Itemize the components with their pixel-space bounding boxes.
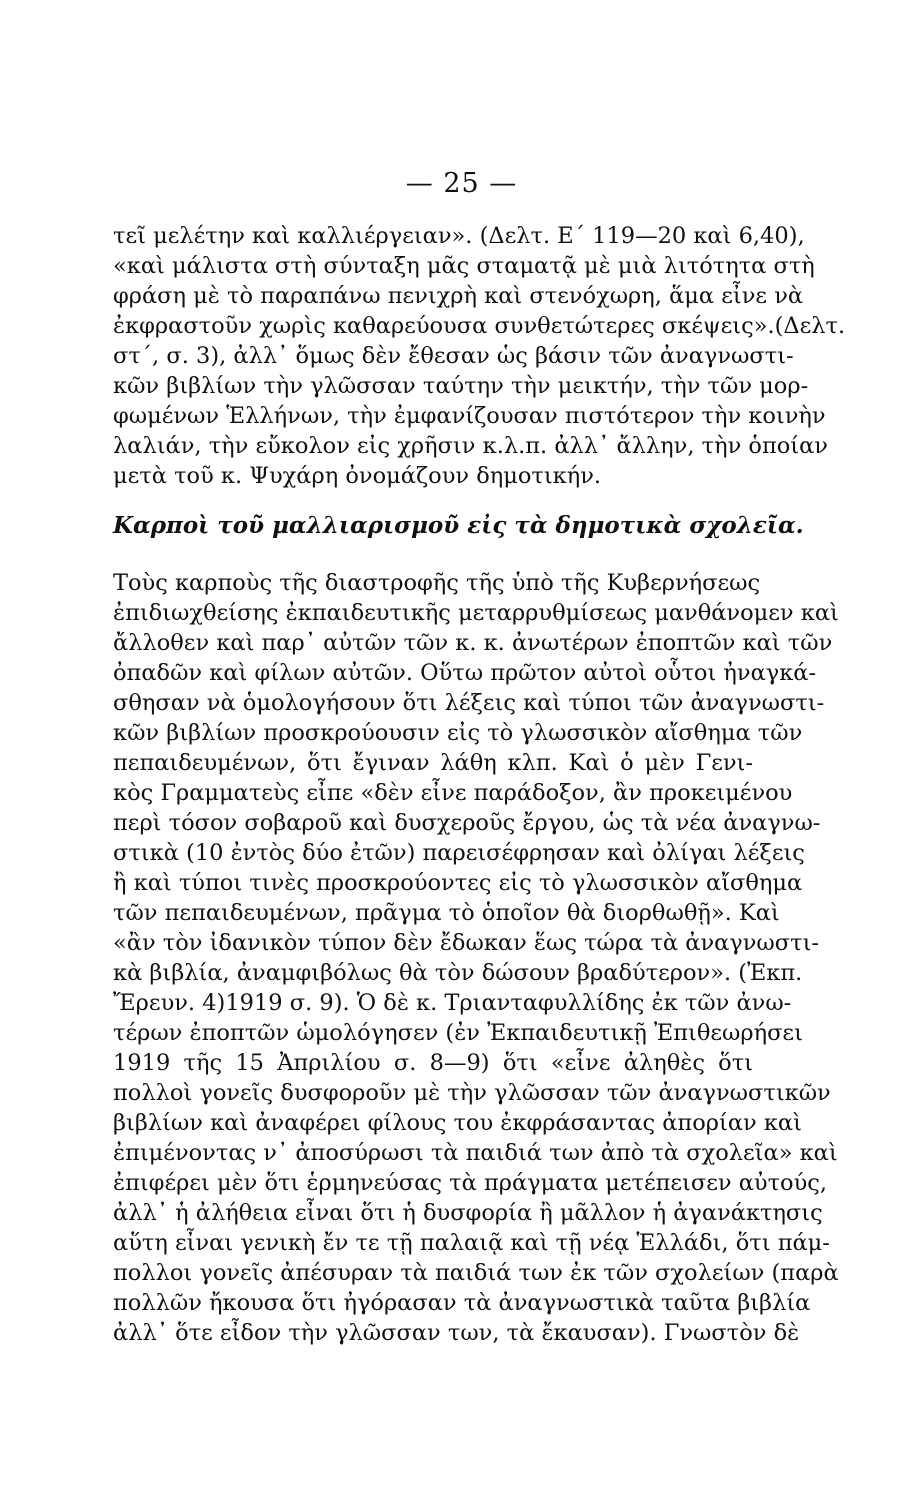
text-line: κῶν βιβλίων τὴν γλῶσσαν ταύτην τὴν μεικτήν, τὴν τῶν μορ-: [113, 373, 809, 399]
page-number: — 25 —: [405, 168, 518, 199]
text-line: ὀπαδῶν καὶ φίλων αὐτῶν. Οὕτω πρῶτον αὐτοὶ οὗτοι ἠναγκά-: [113, 660, 817, 686]
section-heading: Καρποὶ τοῦ μαλλιαρισμοῦ εἰς τὰ δημοτικὰ σχολεῖα.: [113, 512, 804, 539]
text-line: ἐπιδιωχθείσης ἐκπαιδευτικῆς μεταρρυθμίσεως μανθάνομεν καὶ: [113, 600, 839, 626]
text-line: πολλοὶ γονεῖς δυσφοροῦν μὲ τὴν γλῶσσαν τῶν ἀναγνωστικῶν: [113, 1080, 831, 1106]
text-line: 1919 τῆς 15 Ἀπριλίου σ. 8—9) ὅτι «εἶνε ἀληθὲς ὅτι: [113, 1050, 753, 1076]
text-line: πεπαιδευμένων, ὅτι ἔγιναν λάθη κλπ. Καὶ ὁ μὲν Γενι-: [113, 750, 753, 776]
text-line: ἐκφραστοῦν χωρὶς καθαρεύουσα συνθετώτερες σκέψεις».(Δελτ.: [113, 313, 846, 339]
text-line: φωμένων Ἑλλήνων, τὴν ἐμφανίζουσαν πιστότερον τὴν κοινὴν: [113, 403, 826, 429]
text-line: μετὰ τοῦ κ. Ψυχάρη ὀνομάζουν δημοτικήν.: [113, 463, 602, 489]
text-line: σθησαν νὰ ὁμολογήσουν ὅτι λέξεις καὶ τύποι τῶν ἀναγνωστι-: [113, 690, 825, 716]
text-line: πολλῶν ἤκουσα ὅτι ἠγόρασαν τὰ ἀναγνωστικὰ ταῦτα βιβλία: [113, 1290, 811, 1316]
text-line: Ἔρευν. 4)1919 σ. 9). Ὁ δὲ κ. Τριανταφυλλίδης ἐκ τῶν ἀνω-: [113, 990, 792, 1016]
text-line: ἢ καὶ τύποι τινὲς προσκρούοντες εἰς τὸ γλωσσικὸν αἴσθημα: [113, 870, 803, 896]
text-line: λαλιάν, τὴν εὔκολον εἰς χρῆσιν κ.λ.π. ἀλλ᾽ ἄλλην, τὴν ὁποίαν: [113, 433, 828, 459]
text-line: βιβλίων καὶ ἀναφέρει φίλους του ἐκφράσαντας ἀπορίαν καὶ: [113, 1110, 802, 1136]
text-line: τῶν πεπαιδευμένων, πρᾶγμα τὸ ὁποῖον θὰ διορθωθῇ». Καὶ: [113, 900, 780, 926]
text-line: κὰ βιβλία, ἀναμφιβόλως θὰ τὸν δώσουν βραδύτερον». (Ἐκπ.: [113, 960, 803, 986]
text-line: Τοὺς καρποὺς τῆς διαστροφῆς τῆς ὑπὸ τῆς Κυβερνήσεως: [113, 570, 761, 596]
text-line: «καὶ μάλιστα στὴ σύνταξη μᾶς σταματᾷ μὲ μιὰ λιτότητα στὴ: [113, 253, 815, 279]
text-line: κῶν βιβλίων προσκρούουσιν εἰς τὸ γλωσσικὸν αἴσθημα τῶν: [113, 720, 803, 746]
text-line: τεῖ μελέτην καὶ καλλιέργειαν». (Δελτ. Ε΄ 119—20 καὶ 6,40),: [113, 223, 805, 249]
text-line: κὸς Γραμματεὺς εἶπε «δὲν εἶνε παράδοξον, ἂν προκειμένου: [113, 780, 793, 806]
text-line: στικὰ (10 ἐντὸς δύο ἐτῶν) παρεισέφρησαν καὶ ὀλίγαι λέξεις: [113, 840, 805, 866]
text-line: «ἂν τὸν ἰδανικὸν τύπον δὲν ἔδωκαν ἕως τώρα τὰ ἀναγνωστι-: [113, 930, 820, 956]
text-line: ἐπιμένοντας ν᾽ ἀποσύρωσι τὰ παιδιά των ἀπὸ τὰ σχολεῖα» καὶ: [113, 1140, 838, 1166]
text-line: τέρων ἐποπτῶν ὡμολόγησεν (ἐν Ἐκπαιδευτικῇ Ἐπιθεωρήσει: [113, 1020, 803, 1046]
text-line: αὕτη εἶναι γενικὴ ἔν τε τῇ παλαιᾷ καὶ τῇ νέᾳ Ἑλλάδι, ὅτι πάμ-: [113, 1230, 830, 1256]
text-line: ἐπιφέρει μὲν ὅτι ἑρμηνεύσας τὰ πράγματα μετέπεισεν αὐτούς,: [113, 1170, 828, 1196]
text-line: περὶ τόσον σοβαροῦ καὶ δυσχεροῦς ἔργου, ὡς τὰ νέα ἀναγνω-: [113, 810, 821, 836]
text-line: ἀλλ᾽ ὅτε εἶδον τὴν γλῶσσαν των, τὰ ἔκαυσαν). Γνωστὸν δὲ: [113, 1320, 800, 1346]
text-line: στ΄, σ. 3), ἀλλ᾽ ὅμως δὲν ἔθεσαν ὡς βάσιν τῶν ἀναγνωστι-: [113, 343, 794, 369]
text-line: φράση μὲ τὸ παραπάνω πενιχρὴ καὶ στενόχωρη, ἅμα εἶνε νὰ: [113, 283, 804, 309]
text-line: ἀλλ᾽ ἡ ἀλήθεια εἶναι ὅτι ἡ δυσφορία ἢ μᾶλλον ἡ ἀγανάκτησις: [113, 1200, 823, 1226]
text-line: πολλοι γονεῖς ἀπέσυραν τὰ παιδιά των ἐκ τῶν σχολείων (παρὰ: [113, 1260, 839, 1286]
text-line: ἄλλοθεν καὶ παρ᾽ αὐτῶν τῶν κ. κ. ἀνωτέρων ἐποπτῶν καὶ τῶν: [113, 630, 833, 656]
